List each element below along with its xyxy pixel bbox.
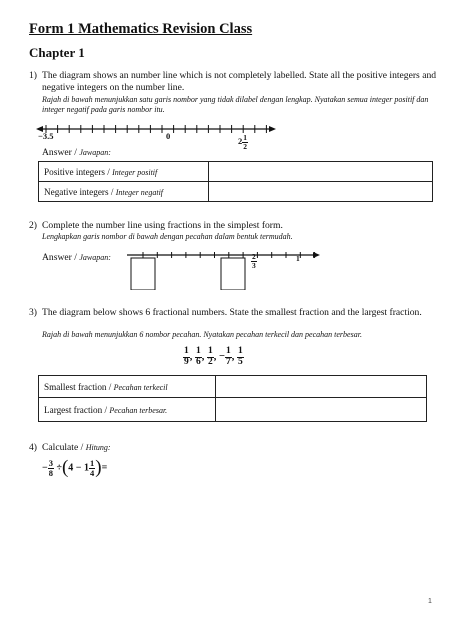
question-1-malay: Rajah di bawah menunjukkan satu garis nombor yang tidak dilabel dengan lengkap. Nyatakan semua integer positif dan integer negatif pada garis nombor itu. <box>42 95 429 114</box>
mixed-whole: 2 <box>238 135 243 146</box>
fraction-item: − $\frac{1}{7}$ <box>219 346 231 367</box>
negative-integers-answer-cell[interactable] <box>209 182 433 202</box>
fraction-one-quarter: $\frac{1}{4}$ <box>89 458 95 478</box>
question-1-answer-label: Answer / Jawapan: <box>42 147 111 158</box>
calculation-expression: − $\frac{3}{8}$ ÷(4 − 1 $\frac{1}{4}$ )= <box>42 457 108 478</box>
question-2-text: Complete the number line using fractions in the simplest form. <box>42 220 283 231</box>
number-line-1-label-zero: 0 <box>166 131 171 141</box>
page-number: 1 <box>428 598 432 605</box>
chapter-heading: Chapter 1 <box>29 45 85 60</box>
number-line-2-label-one: 1 <box>296 254 300 263</box>
mixed-fraction: $\frac{1}{2}$ <box>243 133 247 151</box>
largest-fraction-answer-cell[interactable] <box>216 398 427 422</box>
smallest-fraction-answer-cell[interactable] <box>216 376 427 398</box>
positive-integers-label: Positive integers / Integer positif <box>39 162 209 182</box>
table-row <box>39 398 427 422</box>
question-1-text: The diagram shows an number line which is not completely labelled. State all the positive integers and negative integers on the number line. <box>42 70 437 93</box>
largest-fraction-label: Largest fraction / Pecahan terbesar. <box>39 398 216 422</box>
fraction-item: $\frac{1}{9}$ <box>184 346 189 367</box>
smallest-fraction-label: Smallest fraction / Pecahan terkecil <box>39 376 216 398</box>
negative-integers-label: Negative integers / Integer negatif <box>39 182 209 202</box>
page-title: Form 1 Mathematics Revision Class <box>29 21 253 37</box>
question-3-malay: Rajah di bawah menunjukkan 6 nombor pecahan. Nyatakan pecahan terkecil dan pecahan terbesar. <box>42 330 362 339</box>
question-1-number: 1) <box>29 70 37 81</box>
fraction-item: $\frac{1}{5}$ <box>237 346 243 367</box>
question-4-number: 4) <box>29 442 37 453</box>
question-3-number: 3) <box>29 307 37 318</box>
question-3-answer-table <box>38 375 427 422</box>
question-1-answer-table <box>38 161 433 202</box>
number-line-2 <box>125 250 320 290</box>
question-2-number: 2) <box>29 220 37 231</box>
positive-integers-answer-cell[interactable] <box>209 162 433 182</box>
number-line-1-label-right <box>238 134 248 150</box>
question-2-malay: Lengkapkan garis nombor di bawah dengan pecahan dalam bentuk termudah. <box>42 232 293 241</box>
question-4-text: Calculate / Hitung: <box>42 442 111 453</box>
table-row <box>39 376 427 398</box>
fraction-item: $\frac{1}{2}$ <box>208 346 213 367</box>
table-row <box>39 162 433 182</box>
number-line-2-label-two-thirds: $\frac{2}{3}$ <box>252 252 256 270</box>
fraction-list: $\frac{1}{9}$ , $\frac{1}{6}$ , $\frac{1}{2}$ , − $\frac{1}{7}$ , $\frac{1}{5}$ <box>184 346 243 367</box>
number-line-1-label-left: −3.5 <box>38 131 54 141</box>
question-3-text: The diagram below shows 6 fractional numbers. State the smallest fraction and the largest fraction. <box>42 307 422 318</box>
answer-box-2[interactable] <box>221 258 245 290</box>
table-row <box>39 182 433 202</box>
fraction-item: $\frac{1}{6}$ <box>196 346 201 367</box>
fraction-three-eighths: $\frac{3}{8}$ <box>48 458 53 478</box>
answer-box-1[interactable] <box>131 258 155 290</box>
question-2-answer-label: Answer / Jawapan: <box>42 252 111 263</box>
